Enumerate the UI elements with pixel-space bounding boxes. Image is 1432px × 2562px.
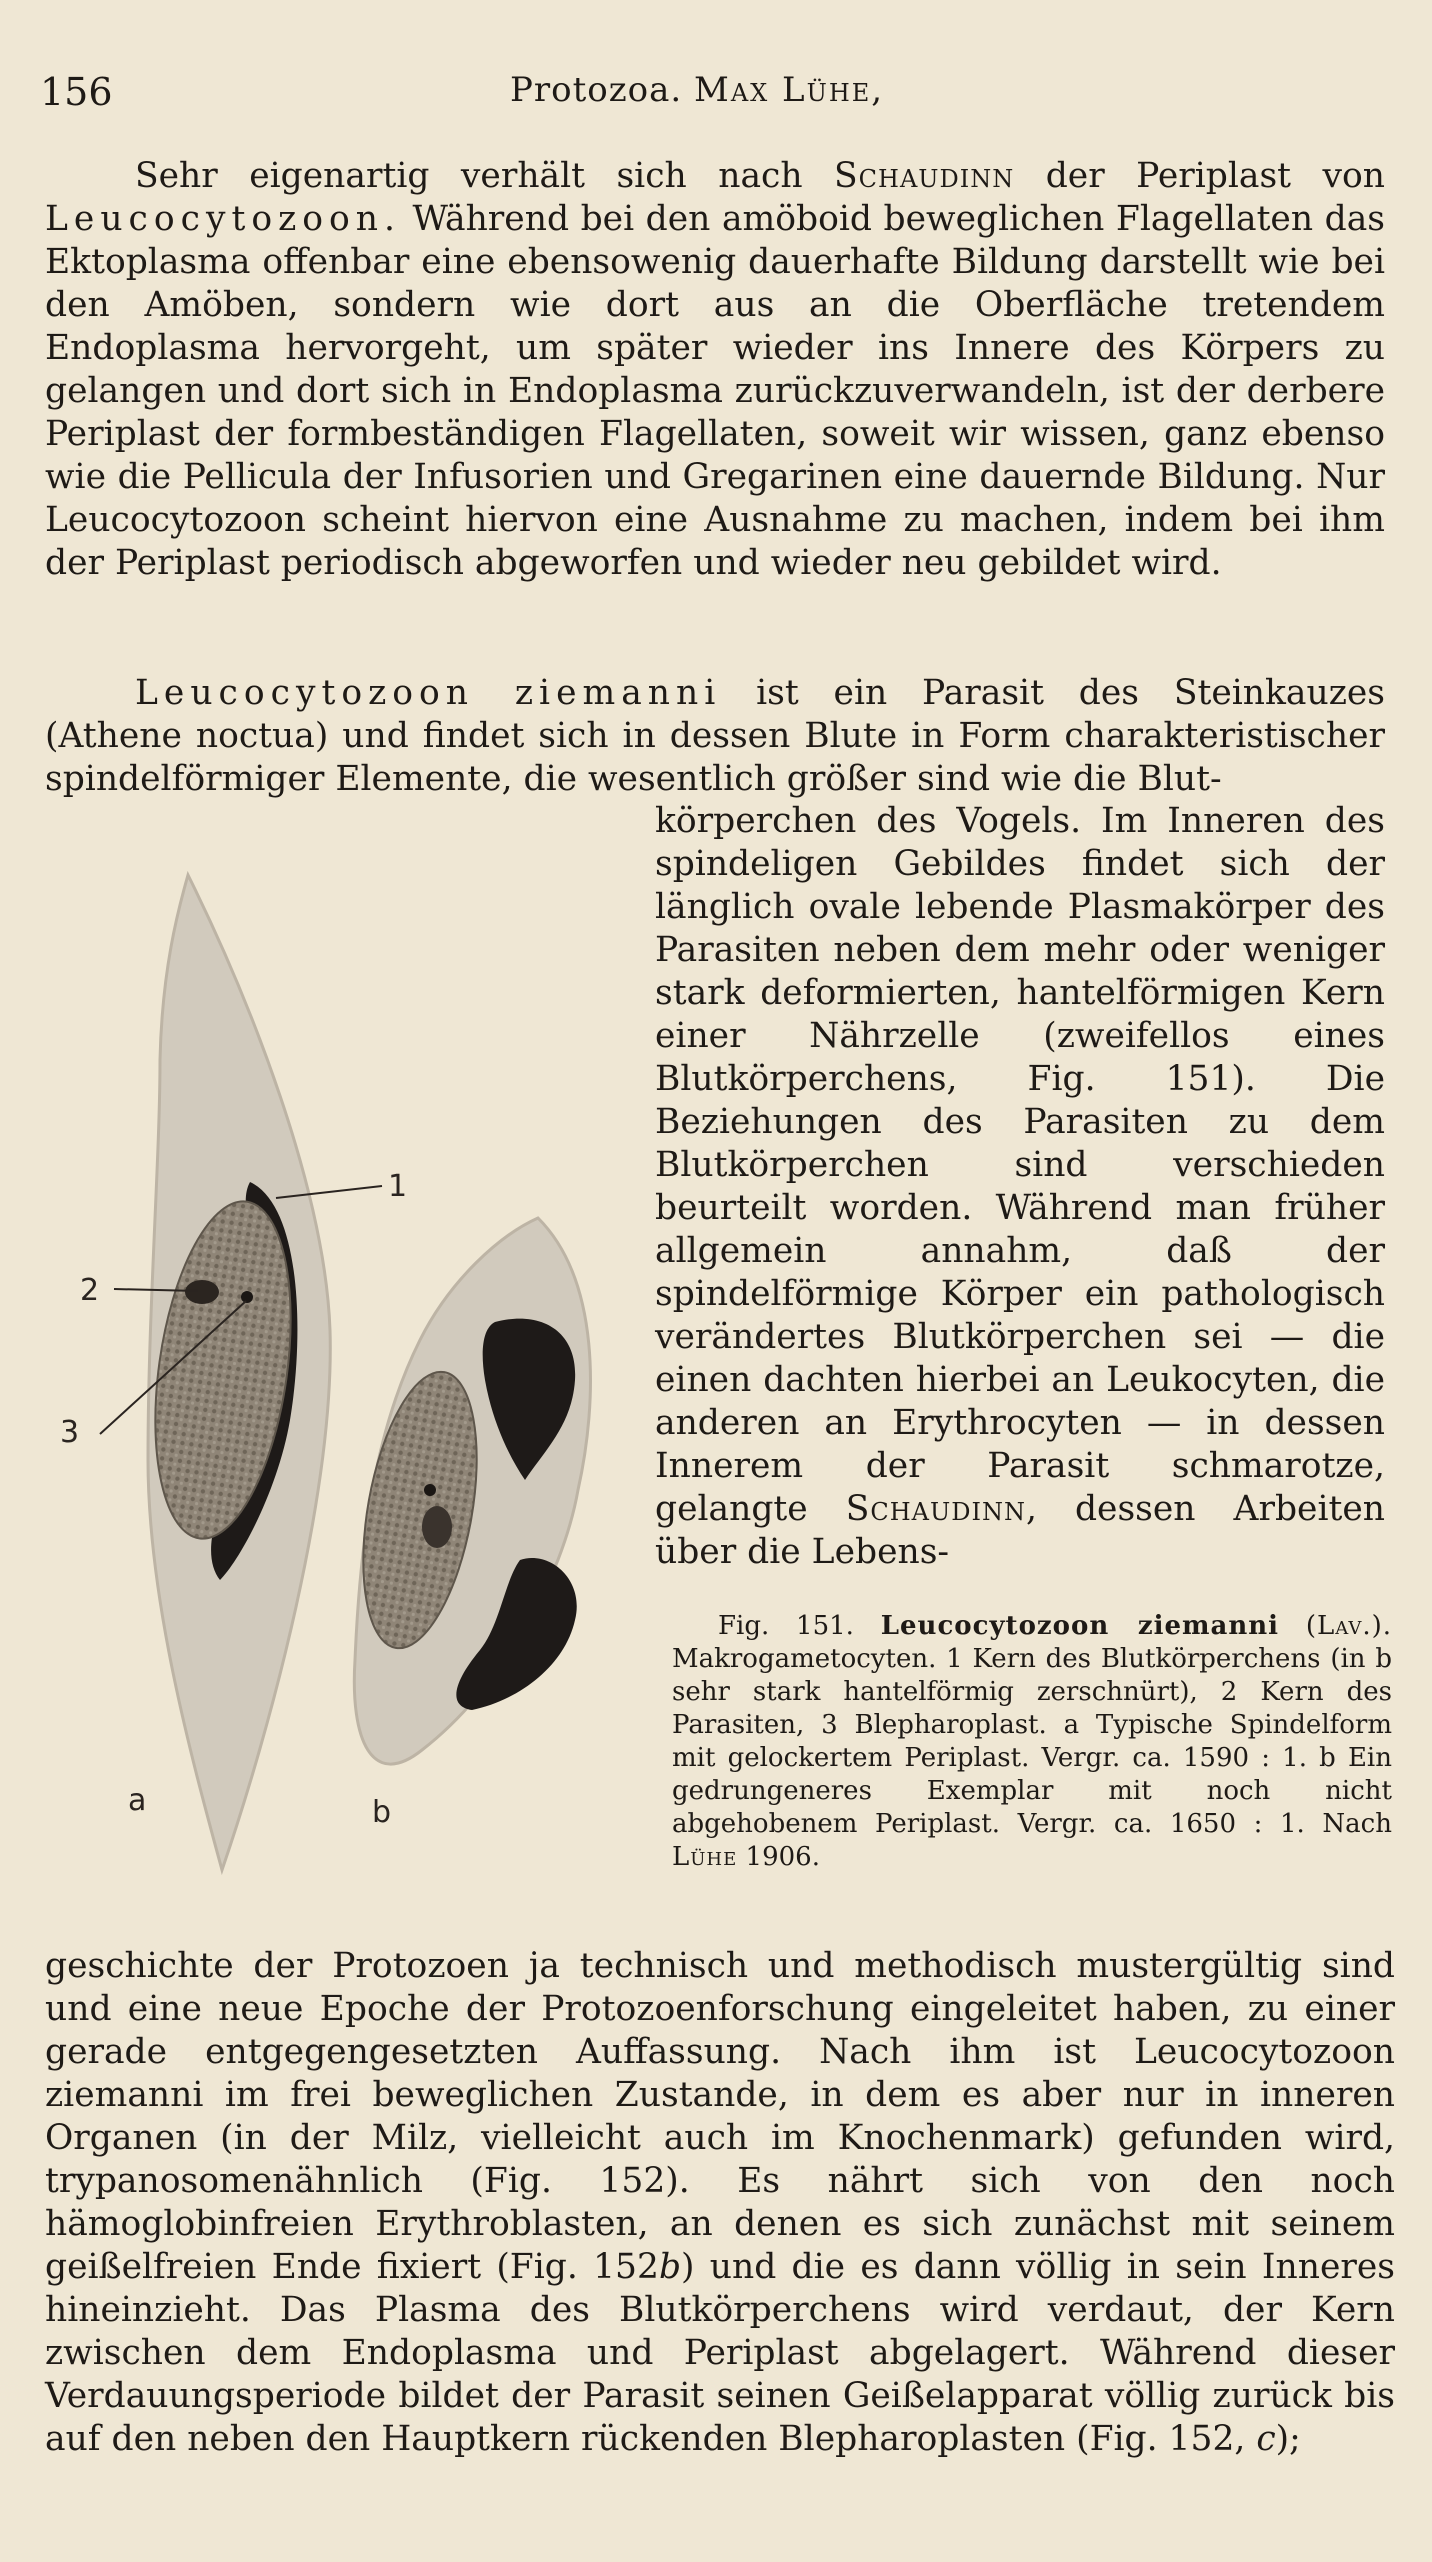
caption-fig-number: Fig. 151. bbox=[718, 1611, 854, 1641]
para2-text: ist ein Parasit des Steinkauzes (Athene noctua) und findet sich in dessen Blute in Form charakteristischer spindelförmiger Elemente, die wesentlich größer sind wie die Blut- bbox=[45, 673, 1385, 799]
para1-text-b: der Periplast von bbox=[1014, 156, 1385, 196]
figure-151-illustration bbox=[60, 860, 620, 1900]
paragraph-leucocytozoon-wrap bbox=[655, 800, 1385, 1574]
para2-wrap-end: , dessen Arbeiten über die Lebens- bbox=[655, 1489, 1385, 1572]
cell-b-blepharoplast bbox=[424, 1484, 436, 1496]
figure-label-2: 2 bbox=[80, 1273, 100, 1308]
para1-text-a: Sehr eigenartig verhält sich nach bbox=[135, 156, 835, 196]
figure-label-1: 1 bbox=[388, 1169, 408, 1204]
paragraph-leucocytozoon-intro bbox=[45, 672, 1385, 801]
page-number: 156 bbox=[40, 70, 113, 114]
caption-year: 1906. bbox=[737, 1842, 820, 1872]
para3-italic-c: c bbox=[1256, 2419, 1276, 2459]
para2-species: Leucocytozoon ziemanni bbox=[135, 673, 722, 713]
figure-151-caption bbox=[672, 1610, 1392, 1874]
cell-a-parasite-nucleus bbox=[185, 1280, 219, 1304]
para2-schaudinn: Schaudinn bbox=[845, 1489, 1026, 1529]
para1-text-c: Während bei den amöboid beweglichen Flagellaten das Ektoplasma offenbar eine ebensowenig dauerhafte Bildung darstellt wie bei den Amöben, sondern wie dort aus an die Oberfläche tretendem Endoplasma hervorgeht, um später wieder ins Innere des Körpers zu gelangen und dort sich in Endoplasma zurückzuverwandeln, ist der derbere Periplast der formbeständigen Flagellaten, soweit wir wissen, ganz ebenso wie die Pellicula der Infusorien und Gregarinen eine dauernde Bildung. Nur Leucocytozoon scheint hiervon eine Ausnahme zu machen, indem bei ihm der Periplast periodisch abgeworfen und wieder neu gebildet wird. bbox=[45, 199, 1385, 583]
page-header bbox=[40, 70, 1392, 130]
caption-luehe: Lühe bbox=[672, 1842, 738, 1872]
caption-author: (Lav.). bbox=[1305, 1611, 1393, 1641]
para1-schaudinn: Schaudinn bbox=[834, 156, 1015, 196]
running-head bbox=[510, 70, 884, 110]
running-head-author: Max Lühe, bbox=[694, 70, 885, 110]
paragraph-periplast bbox=[45, 155, 1385, 585]
para3-italic-b: b bbox=[658, 2247, 682, 2287]
para2-wrap-text: körperchen des Vogels. Im Inneren des spindeligen Gebildes findet sich der länglich ovale lebende Plasmakörper des Parasiten neben dem mehr oder weniger stark deformierten, hantelförmigen Kern einer Nährzelle (zweifellos eines Blutkörperchens, Fig. 151). Die Beziehungen des Parasiten zu dem Blutkörperchen sind verschieden beurteilt worden. Während man früher allgemein annahm, daß der spindelförmige Körper ein pathologisch verändertes Blutkörperchen sei — die einen dachten hierbei an Leukocyten, die anderen an Erythrocyten — in dessen Innerem der Parasit schmarotze, gelangte bbox=[655, 801, 1385, 1529]
para3-text-b: ) und die es dann völlig in sein Inneres hineinzieht. Das Plasma des Blutkörperchens wird verdaut, der Kern zwischen dem Endoplasma und Periplast abgelagert. Während dieser Verdauungsperiode bildet der Parasit seinen Geißelapparat völlig zurück bis auf den neben den Hauptkern rückenden Blepharoplasten (Fig. 152, bbox=[45, 2247, 1396, 2459]
figure-label-b: b bbox=[372, 1795, 392, 1830]
running-head-section: Protozoa. bbox=[510, 70, 683, 110]
figure-label-3: 3 bbox=[60, 1415, 80, 1450]
para1-leucocytozoon: Leucocytozoon. bbox=[45, 199, 401, 239]
cell-a-blepharoplast bbox=[241, 1291, 253, 1303]
caption-text: Makrogametocyten. 1 Kern des Blutkörperchens (in b sehr stark hantelförmig zerschnürt), 2 Kern des Parasiten, 3 Blepharoplast. a Typische Spindelform mit gelockertem Periplast. Vergr. ca. 1590 : 1. b Ein gedrungeneres Exemplar mit noch nicht abgehobenem Periplast. Vergr. ca. 1650 : 1. Nach bbox=[672, 1644, 1392, 1839]
para3-text-c: ); bbox=[1275, 2419, 1301, 2459]
paragraph-schaudinn-view bbox=[45, 1945, 1395, 2461]
caption-species: Leucocytozoon ziemanni bbox=[880, 1611, 1280, 1641]
para3-text-a: geschichte der Protozoen ja technisch und methodisch mustergültig sind und eine neue Epoche der Protozoenforschung eingeleitet haben, zu einer gerade entgegengesetzten Auffassung. Nach ihm ist Leucocytozoon ziemanni im frei beweglichen Zustande, in dem es aber nur in inneren Organen (in der Milz, vielleicht auch im Knochenmark) gefunden wird, trypanosomenähnlich (Fig. 152). Es nährt sich von den noch hämoglobinfreien Erythroblasten, an denen es sich zunächst mit seinem geißelfreien Ende fixiert (Fig. 152 bbox=[45, 1946, 1395, 2287]
figure-label-a: a bbox=[128, 1783, 147, 1818]
figure-151 bbox=[60, 860, 620, 1900]
cell-b-parasite-nucleus bbox=[422, 1506, 452, 1548]
